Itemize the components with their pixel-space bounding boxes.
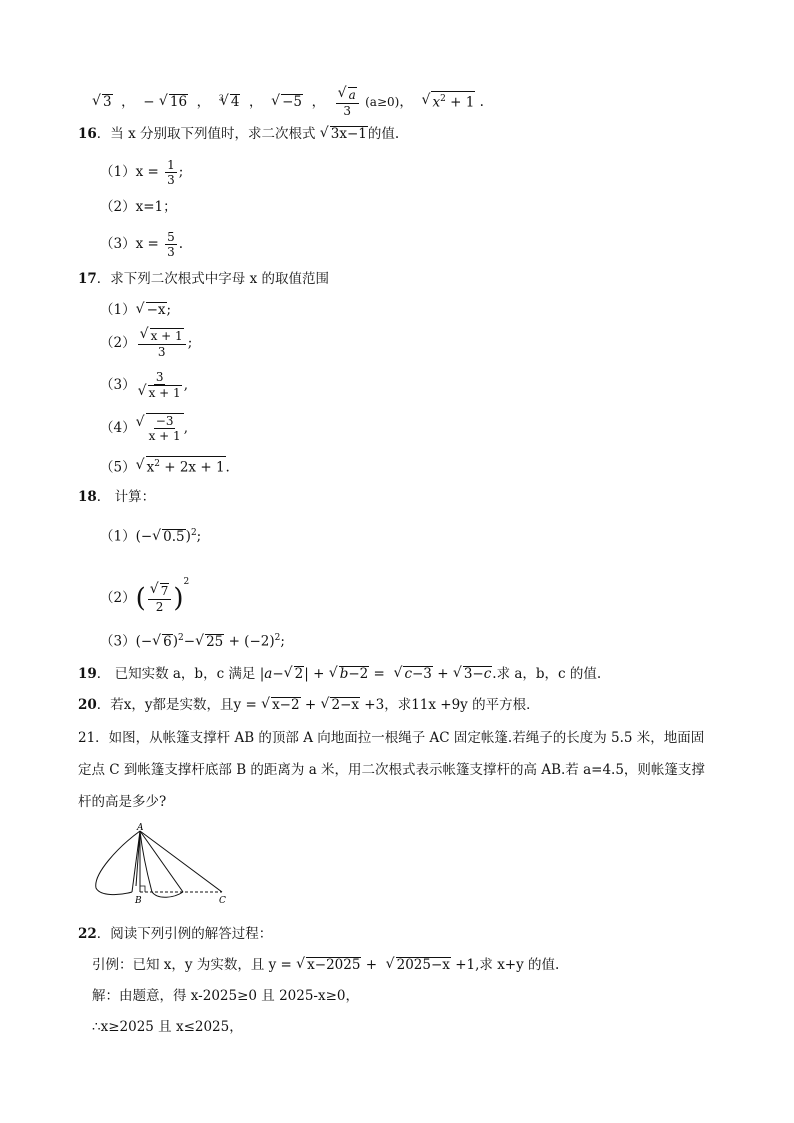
- q18-item-3: （3）(−√ 6)$^2$−√ $25 + (-2)^2$;: [100, 628, 285, 652]
- label-b: B: [135, 896, 142, 906]
- q15-expressions-line: √ 3 ， − √ 16 ， $^3$√ 4 ， √ −5 ， √ $\frac{a}{3}$ (a≥0)， √ $x^2 + 1$ .: [92, 87, 484, 118]
- rope-ac: [140, 831, 222, 892]
- label-c: C: [219, 896, 226, 906]
- q22-stem: 22．阅读下列引例的解答过程：: [78, 926, 273, 942]
- q16-item-3: （3）x = $\frac{5}{3}$ .: [100, 230, 184, 259]
- q21-line-1: 21．如图，从帐篷支撑杆 AB 的顶部 A 向地面拉一根绳子 AC 固定帐篷.若绳子的长度为 5.5 米，地面固: [78, 730, 705, 746]
- q16-item-2: （2）x=1；: [100, 199, 177, 215]
- q16-stem: 16．当 x 分别取下列值时，求二次根式 √ 3x−1的值.: [78, 124, 399, 144]
- q18-item-1: （1）(−√ 0.5)$^2$;: [100, 523, 201, 547]
- q17-item-2: （2） √ $\frac{x + 1}{3}$ ;: [100, 328, 192, 359]
- q17-stem: 17．求下列二次根式中字母 x 的取值范围: [78, 271, 329, 287]
- tent-figure: [88, 822, 238, 908]
- q18-item-2: （2）( √ $\frac{7}{2}$ )$^2$: [100, 572, 189, 614]
- q22-solution-1: 解：由题意，得 x-2025≥0 且 2025-x≥0，: [92, 988, 360, 1004]
- q22-example: 引例：已知 x，y 为实数，且 y = √ x−2025 + √ 2025−x +1,求 x+y 的值.: [92, 955, 559, 975]
- q21-line-2: 定点 C 到帐篷支撑杆底部 B 的距离为 a 米，用二次根式表示帐篷支撑杆的高 AB.若 a=4.5，则帐篷支撑: [78, 762, 705, 778]
- q20-line: 20．若x，y都是实数，且y = √ x−2 + √ 2−x +3，求11x +9y 的平方根．: [78, 695, 540, 715]
- q19-line: 19． 已知实数 a，b，c 满足 |a−√ 2| + √ b−2 = √ c−3 + √ 3−c.求 a，b，c 的值.: [78, 664, 601, 684]
- q21-line-3: 杆的高是多少?: [78, 794, 167, 810]
- q17-item-1: （1）√ −x;: [100, 300, 171, 320]
- q18-stem: 18． 计算：: [78, 489, 156, 505]
- q17-item-3: （3） 3 √ x + 1 ,: [100, 370, 188, 401]
- q17-item-4: （4） √ $\frac{-3}{x + 1}$ ,: [100, 413, 188, 443]
- q17-item-5: （5）√ $x^2 + 2x + 1$.: [100, 456, 230, 478]
- q22-solution-2: ∴x≥2025 且 x≤2025，: [92, 1019, 243, 1035]
- q16-item-1: （1）x = $\frac{1}{3}$ ;: [100, 158, 184, 187]
- label-a: A: [137, 823, 144, 833]
